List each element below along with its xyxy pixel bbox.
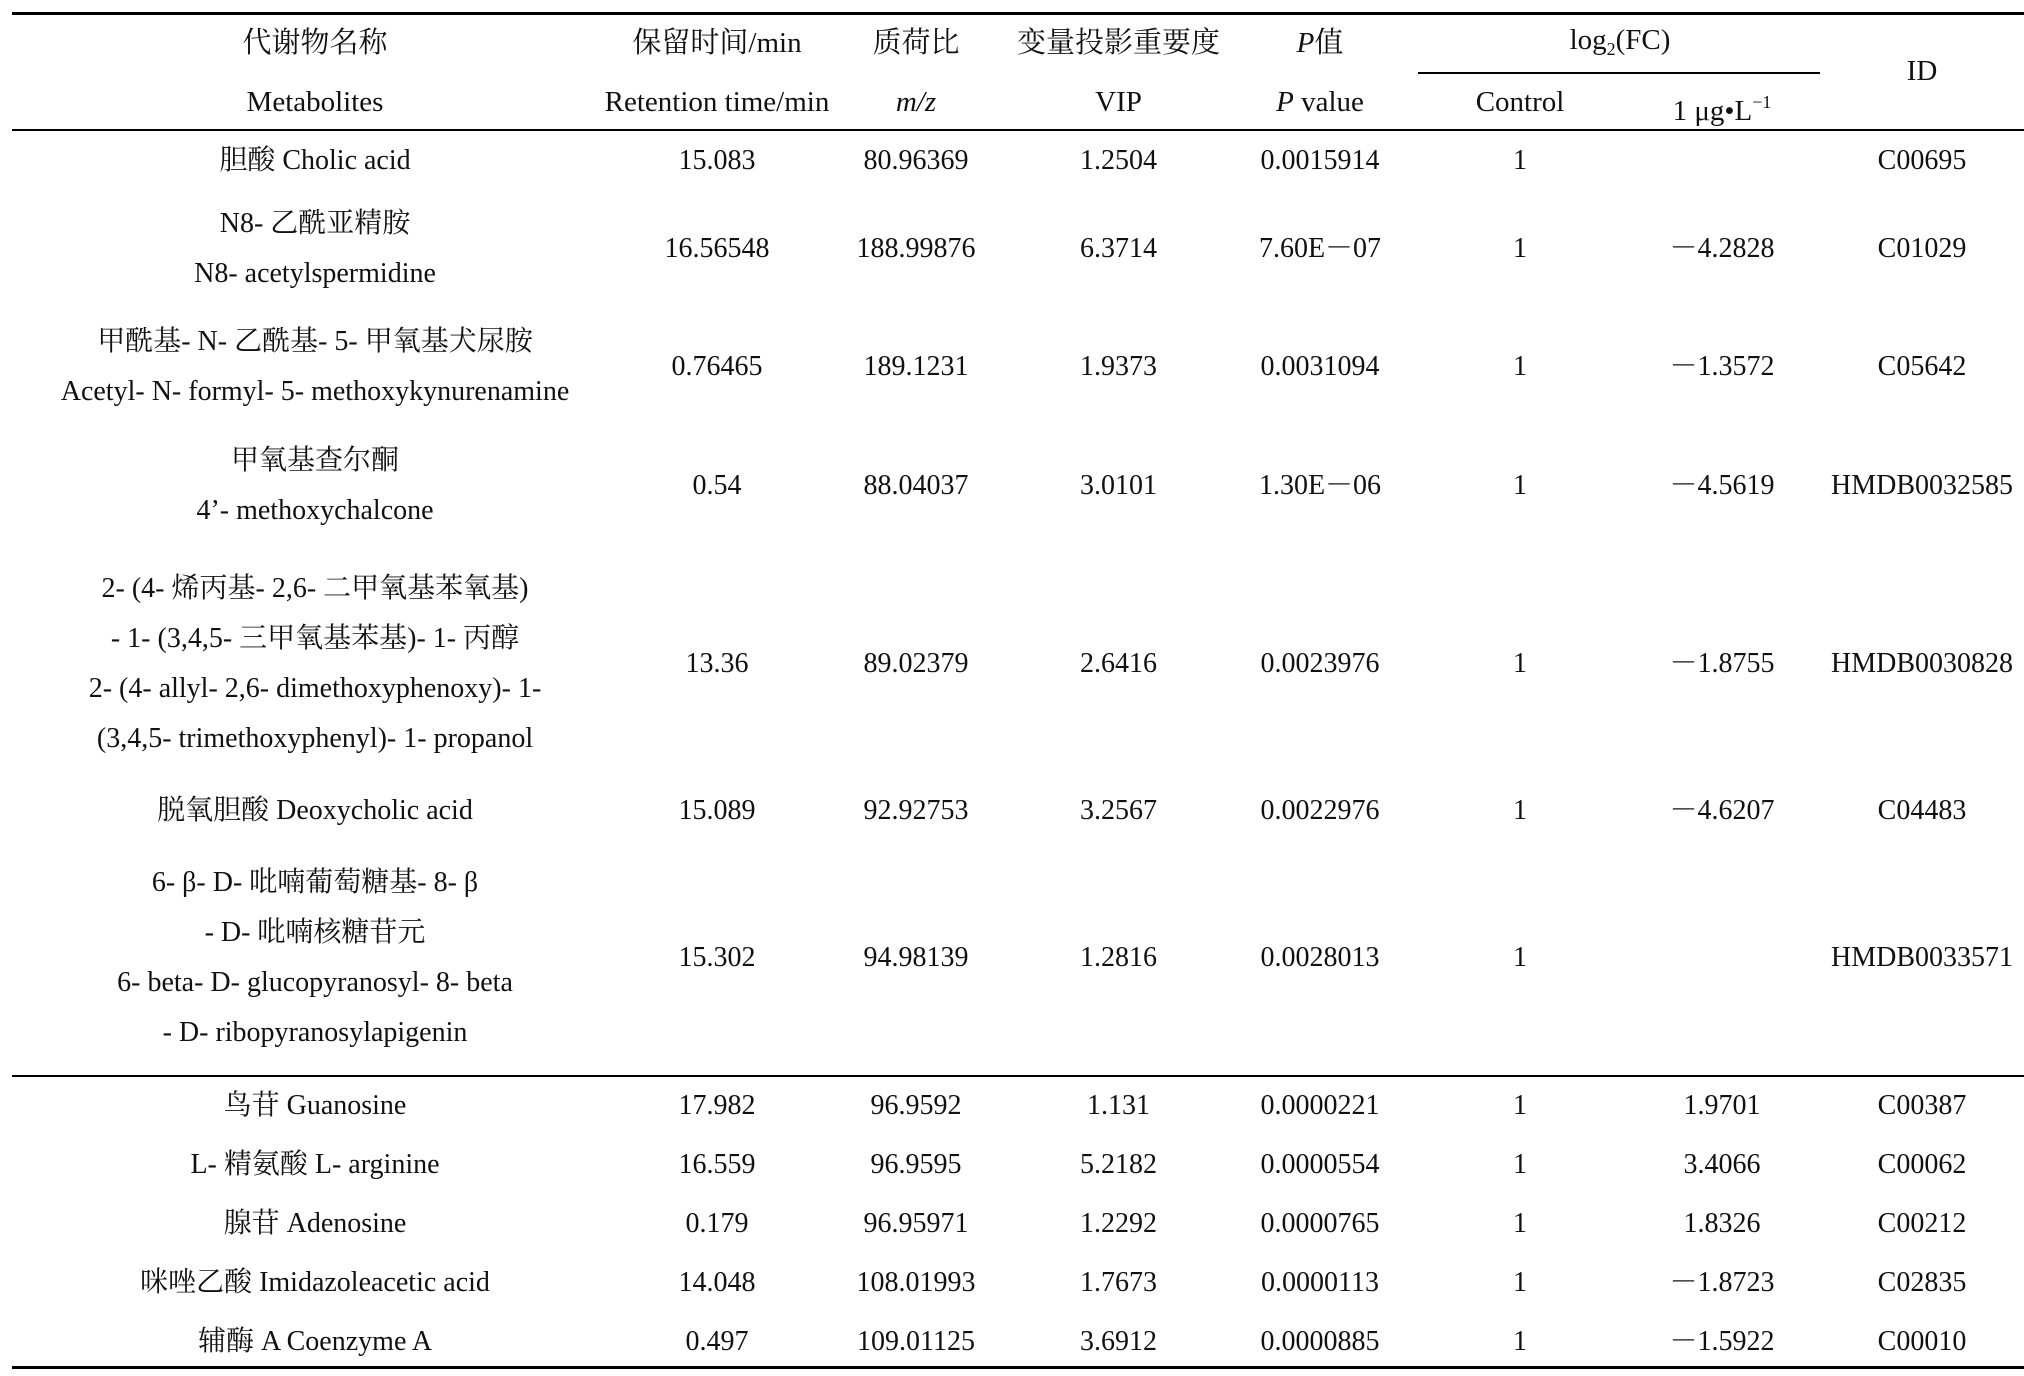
cell-mz: 88.04037 bbox=[863, 470, 969, 501]
metabolite-name-line: 脱氧胆酸 Deoxycholic acid bbox=[157, 795, 473, 826]
metabolite-name-line: 甲酰基- N- 乙酰基- 5- 甲氧基犬尿胺 bbox=[97, 326, 533, 357]
metabolite-name-line: 6- β- D- 吡喃葡萄糖基- 8- β bbox=[151, 867, 479, 898]
metabolite-name-line: 胆酸 Cholic acid bbox=[219, 145, 411, 176]
metabolite-name-line: 甲氧基查尔酮 bbox=[230, 445, 399, 476]
header-control: Control bbox=[1475, 86, 1565, 118]
cell-id: C05642 bbox=[1877, 351, 1967, 382]
cell-rt: 0.54 bbox=[692, 470, 742, 501]
cell-fc: 1.8326 bbox=[1683, 1208, 1761, 1239]
cell-fc: 3.4066 bbox=[1683, 1149, 1761, 1180]
metabolite-name-cell bbox=[0, 786, 630, 836]
cell-fc: －4.6207 bbox=[1669, 795, 1775, 826]
cell-rt: 0.76465 bbox=[671, 351, 763, 382]
cell-p: 0.0031094 bbox=[1260, 351, 1380, 382]
metabolite-name-line: - 1- (3,4,5- 三甲氧基苯基)- 1- 丙醇 bbox=[110, 623, 520, 654]
cell-p: 0.0000221 bbox=[1260, 1090, 1380, 1121]
metabolite-name-line: 4’- methoxychalcone bbox=[196, 495, 434, 526]
cell-p: 7.60E－07 bbox=[1258, 233, 1382, 264]
cell-mz: 96.95971 bbox=[863, 1208, 969, 1239]
cell-fc: 1.9701 bbox=[1683, 1090, 1761, 1121]
header-rt-en: Retention time/min bbox=[604, 86, 830, 118]
cell-rt: 16.559 bbox=[678, 1149, 756, 1180]
cell-id: C02835 bbox=[1877, 1267, 1967, 1298]
cell-vip: 1.2504 bbox=[1080, 145, 1157, 176]
cell-id: C00212 bbox=[1877, 1208, 1967, 1239]
metabolite-name-line: 腺苷 Adenosine bbox=[223, 1208, 407, 1239]
metabolite-name-line: 咪唑乙酸 Imidazoleacetic acid bbox=[140, 1267, 490, 1298]
header-p-en-symbol: P bbox=[1276, 86, 1294, 118]
cell-rt: 0.497 bbox=[685, 1326, 749, 1357]
cell-id: HMDB0030828 bbox=[1830, 648, 2013, 679]
header-p-symbol: P bbox=[1296, 27, 1315, 59]
cell-p: 0.0000554 bbox=[1260, 1149, 1380, 1180]
cell-mz: 80.96369 bbox=[863, 145, 969, 176]
header-p-cn bbox=[1220, 18, 1420, 68]
cell-mz: 89.02379 bbox=[863, 648, 969, 679]
cell-rt: 14.048 bbox=[678, 1267, 756, 1298]
cell-id: HMDB0032585 bbox=[1830, 470, 2013, 501]
cell-p: 0.0000885 bbox=[1260, 1326, 1380, 1357]
header-p-word: 值 bbox=[1314, 27, 1344, 59]
cell-control: 1 bbox=[1513, 795, 1527, 826]
cell-mz: 108.01993 bbox=[856, 1267, 976, 1298]
cell-rt: 16.56548 bbox=[664, 233, 770, 264]
cell-control: 1 bbox=[1513, 145, 1527, 176]
header-name-en: Metabolites bbox=[246, 86, 384, 118]
header-id: ID bbox=[1906, 55, 1938, 87]
metabolite-name-line: 2- (4- 烯丙基- 2,6- 二甲氧基苯氧基) bbox=[101, 573, 529, 604]
cell-p: 0.0000113 bbox=[1261, 1267, 1379, 1298]
cell-vip: 1.2816 bbox=[1080, 942, 1157, 973]
cell-vip: 3.6912 bbox=[1080, 1326, 1157, 1357]
cell-control: 1 bbox=[1513, 470, 1527, 501]
cell-mz: 109.01125 bbox=[857, 1326, 975, 1357]
metabolite-name-line: L- 精氨酸 L- arginine bbox=[190, 1149, 440, 1180]
metabolite-name-line: 鸟苷 Guanosine bbox=[223, 1090, 407, 1121]
cell-control: 1 bbox=[1513, 942, 1527, 973]
header-mz-en: m/z bbox=[895, 86, 937, 118]
header-fc-sub: 2 bbox=[1606, 39, 1616, 59]
cell-mz: 96.9592 bbox=[870, 1090, 962, 1121]
cell-id: C00695 bbox=[1877, 145, 1967, 176]
metabolite-name-line: N8- 乙酰亚精胺 bbox=[219, 208, 411, 239]
cell-rt: 15.083 bbox=[678, 145, 756, 176]
cell-vip: 1.7673 bbox=[1080, 1267, 1157, 1298]
header-mz-cn: 质荷比 bbox=[872, 27, 960, 59]
cell-vip: 3.0101 bbox=[1080, 470, 1157, 501]
metabolite-name-cell bbox=[0, 858, 630, 1058]
cell-fc: －4.2828 bbox=[1669, 233, 1775, 264]
metabolite-name-line: 辅酶 A Coenzyme A bbox=[197, 1326, 433, 1357]
cell-id: C04483 bbox=[1877, 795, 1967, 826]
header-rt-cn: 保留时间/min bbox=[632, 27, 802, 59]
header-dose-unit: μg•L bbox=[1694, 95, 1753, 127]
cell-control: 1 bbox=[1513, 233, 1527, 264]
metabolite-name-cell bbox=[0, 1081, 630, 1131]
metabolite-name-cell bbox=[0, 564, 630, 764]
cell-rt: 17.982 bbox=[678, 1090, 756, 1121]
metabolite-name-cell bbox=[0, 136, 630, 186]
cell-fc: －1.8723 bbox=[1669, 1267, 1775, 1298]
cell-fc: －1.3572 bbox=[1669, 351, 1775, 382]
header-name-cn: 代谢物名称 bbox=[242, 27, 388, 59]
cell-id: C01029 bbox=[1877, 233, 1967, 264]
cell-fc: －4.5619 bbox=[1669, 470, 1775, 501]
metabolite-name-cell bbox=[0, 1199, 630, 1249]
metabolite-name-line: - D- 吡喃核糖苷元 bbox=[204, 917, 426, 948]
cell-vip: 1.2292 bbox=[1080, 1208, 1157, 1239]
cell-id: C00387 bbox=[1877, 1090, 1967, 1121]
cell-p: 1.30E－06 bbox=[1258, 470, 1382, 501]
metabolite-name-line: (3,4,5- trimethoxyphenyl)- 1- propanol bbox=[96, 723, 534, 754]
cell-rt: 15.089 bbox=[678, 795, 756, 826]
header-fc-base: log bbox=[1569, 24, 1607, 56]
cell-rt: 13.36 bbox=[685, 648, 749, 679]
metabolite-name-line: - D- ribopyranosylapigenin bbox=[162, 1017, 468, 1048]
header-dose-exp: −1 bbox=[1752, 92, 1772, 112]
cell-vip: 3.2567 bbox=[1080, 795, 1157, 826]
cell-vip: 1.131 bbox=[1087, 1090, 1150, 1121]
metabolite-name-line: 2- (4- allyl- 2,6- dimethoxyphenoxy)- 1- bbox=[88, 673, 542, 704]
cell-control: 1 bbox=[1513, 648, 1527, 679]
cell-rt: 15.302 bbox=[678, 942, 756, 973]
header-log2fc bbox=[1418, 15, 1822, 74]
cell-id: HMDB0033571 bbox=[1830, 942, 2013, 973]
cell-id: C00062 bbox=[1877, 1149, 1967, 1180]
header-p-en bbox=[1220, 77, 1420, 127]
header-dose bbox=[1622, 77, 1822, 136]
section-divider-rule bbox=[12, 1075, 2024, 1077]
metabolite-name-line: 6- beta- D- glucopyranosyl- 8- beta bbox=[117, 967, 513, 998]
cell-control: 1 bbox=[1513, 351, 1527, 382]
cell-vip: 1.9373 bbox=[1080, 351, 1157, 382]
header-fc-rest: (FC) bbox=[1615, 24, 1671, 56]
cell-control: 1 bbox=[1513, 1149, 1527, 1180]
header-p-en-word: value bbox=[1301, 86, 1364, 118]
metabolite-name-cell bbox=[0, 199, 630, 299]
cell-fc: －1.5922 bbox=[1669, 1326, 1775, 1357]
metabolite-name-cell bbox=[0, 436, 630, 536]
cell-vip: 6.3714 bbox=[1080, 233, 1157, 264]
cell-mz: 96.9595 bbox=[870, 1149, 962, 1180]
cell-p: 0.0000765 bbox=[1260, 1208, 1380, 1239]
header-dose-num: 1 bbox=[1672, 95, 1688, 127]
metabolite-name-cell bbox=[0, 317, 630, 417]
cell-mz: 188.99876 bbox=[856, 233, 976, 264]
cell-p: 0.0015914 bbox=[1260, 145, 1380, 176]
header-vip-cn: 变量投影重要度 bbox=[1016, 27, 1220, 59]
cell-vip: 2.6416 bbox=[1080, 648, 1157, 679]
metabolite-name-cell bbox=[0, 1317, 630, 1367]
cell-p: 0.0023976 bbox=[1260, 648, 1380, 679]
cell-control: 1 bbox=[1513, 1208, 1527, 1239]
cell-mz: 189.1231 bbox=[863, 351, 969, 382]
cell-vip: 5.2182 bbox=[1080, 1149, 1157, 1180]
cell-fc: －1.8755 bbox=[1669, 648, 1775, 679]
cell-control: 1 bbox=[1513, 1090, 1527, 1121]
header-vip-en: VIP bbox=[1095, 86, 1142, 118]
cell-control: 1 bbox=[1513, 1267, 1527, 1298]
cell-p: 0.0028013 bbox=[1260, 942, 1380, 973]
metabolite-name-cell bbox=[0, 1258, 630, 1308]
metabolite-name-line: Acetyl- N- formyl- 5- methoxykynurenamine bbox=[60, 376, 570, 407]
cell-p: 0.0022976 bbox=[1260, 795, 1380, 826]
metabolite-name-line: N8- acetylspermidine bbox=[194, 258, 436, 289]
cell-id: C00010 bbox=[1877, 1326, 1967, 1357]
metabolite-name-cell bbox=[0, 1140, 630, 1190]
cell-control: 1 bbox=[1513, 1326, 1527, 1357]
cell-rt: 0.179 bbox=[685, 1208, 749, 1239]
cell-mz: 94.98139 bbox=[863, 942, 969, 973]
cell-mz: 92.92753 bbox=[863, 795, 969, 826]
